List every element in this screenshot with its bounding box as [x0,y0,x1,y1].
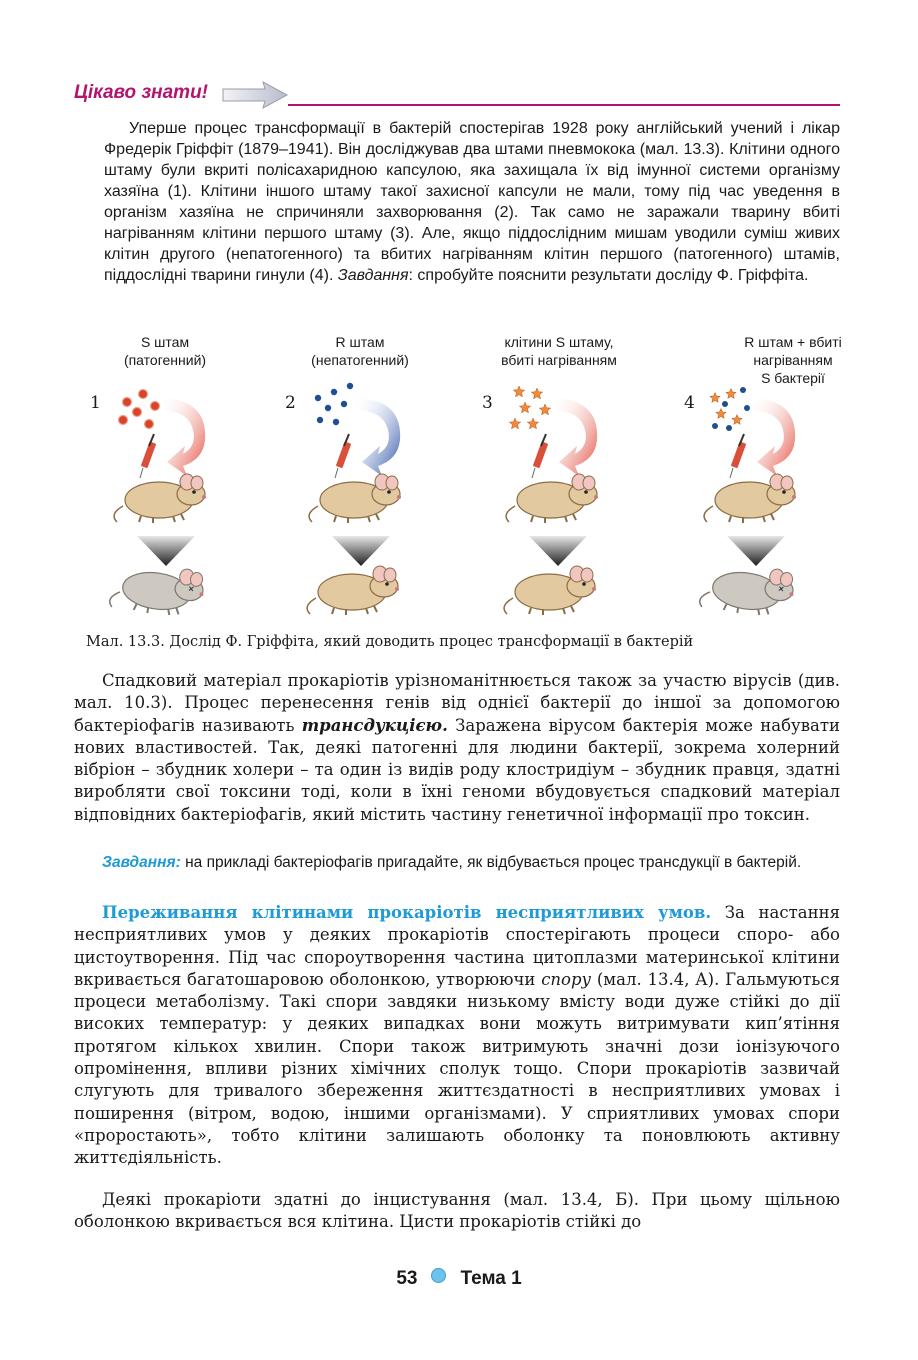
injection-arrow-icon [555,398,597,476]
experiment-label: R штам (непатогенний) [311,334,409,368]
syringe-icon [730,434,746,478]
experiment-illustration [497,380,657,620]
box-paragraph: Уперше процес трансформації в бактерій спостерігав 1928 року англійський учений і лікар Фредерік Гріффіт (1879–1941). Він досліджував два штами пневмокока (мал. 13.3). Клітини одного штаму були вкриті полісахаридною капсулою, яка захищала їх від імунної системи організму хазяїна (1). Клітини іншого штаму такої захисної капсули не мали, тому під час уведення в організм хазяїна не спричиняли захворювання (2). Так само не заражали тварину вбиті нагріванням клітини першого штаму (3). Але, якщо піддослідним мишам уводили суміш живих клітин другого (непатогенного) та вбитих нагріванням клітин першого (патогенного) штамів, піддослідні тварини гинули (4). Завдання: спробуйте пояснити результати досліду Ф. Гріффіта. [104,120,840,284]
arrow-icon [221,80,289,110]
injection-arrow-icon [163,398,205,476]
header-rule [288,104,840,106]
experiment-panel-2 [275,330,465,622]
experiment-label: R штам + вбиті нагріванням S бактерії [744,334,842,386]
bacteria-group [710,387,750,431]
experiment-panel-3 [472,330,662,622]
term-transduction: трансдукцією. [301,715,448,735]
bacteria-group [509,386,550,429]
experiment-number: 3 [482,393,493,413]
experiment-label: S штам (патогенний) [123,334,207,368]
down-arrow-icon [332,536,390,566]
syringe-icon [140,434,156,478]
box-header [74,78,840,112]
experiment-illustration [300,380,460,620]
term-spore: спору [541,969,592,989]
task-transduction: Завдання: на прикладі бактеріофагів пригадайте, як відбувається процес трансдукції в бактерій. [102,854,802,871]
page-footer [0,1268,918,1290]
experiment-number: 4 [684,393,695,413]
box-text [104,118,840,286]
syringe-icon [335,434,351,478]
griffith-figure [80,330,840,622]
topic-label: Тема 1 [460,1268,522,1289]
down-arrow-icon [727,536,785,566]
paragraph-spores: Переживання клітинами прокаріотів несприятливих умов. За настання несприятливих умов у деяких прокаріотів спостерігають процеси споро- або цистоутворення. Під час спороутворення частина цитоплазми материнської клітини вкривається багатошаровою оболонкою, утворюючи спору (мал. 13.4, А). Гальмуються процеси метаболізму. Такі спори завдяки низькому вмісту води дуже стійкі до дії високих температур: у деяких випадках вони можуть витримувати кип’ятіння протягом кількох хвилин. Спори також витримують значні дози іонізуючого опромінення, впливи різних хімічних сполук тощо. Спори прокаріотів зазвичай слугують для тривалого збереження життєздатності в несприятливих умовах і поширення (вітром, водою, іншими організмами). У сприятливих умовах спори «проростають», тобто клітини залишають оболонку та поновлюють активну життєдіяльність. [74,903,840,1168]
paragraph-transduction: Спадковий матеріал прокаріотів урізноманітнюється також за участю вірусів (див. мал. 10.3). Процес перенесення генів від однієї бактерії до іншої за допомогою бактеріофагів називають трансдукцією. Заражена вірусом бактерія може набувати нових властивостей. Так, деякі патогенні для людини бактерії, зокрема холерний вібріон – збудник холери – та один із видів роду клостридіум – збудник правця, здатні виробляти свої токсини тоді, коли в їхні геноми вбудовується спадковий матеріал відповідних бактеріофагів, який містить частину генетичної інформації про токсин. [74,671,840,824]
footer-dot-icon [431,1268,446,1283]
bacteria-group [119,390,160,429]
injection-arrow-icon [753,398,795,476]
box-title: Цікаво знати! [74,82,209,103]
task-label: Завдання: [102,854,181,871]
syringe-icon [532,434,548,478]
experiment-panel-1 [80,330,270,622]
task-label: Завдання [337,267,409,284]
figure-caption: Мал. 13.3. Дослід Ф. Гріффіта, який доводить процес трансформації в бактерій [86,634,694,650]
down-arrow-icon [529,536,587,566]
experiment-label: клітини S штаму, вбиті нагріванням [501,334,617,368]
injection-arrow-icon [358,398,400,476]
down-arrow-icon [137,536,195,566]
page-number: 53 [396,1268,418,1289]
experiment-illustration [105,380,265,620]
experiment-panel-4 [670,330,860,622]
paragraph-cysts: Деякі прокаріоти здатні до інцистування (мал. 13.4, Б). При цьому щільною оболонкою вкривається вся клітина. Цисти прокаріотів стійкі до [74,1190,840,1232]
experiment-illustration [695,380,855,620]
experiment-number: 1 [90,393,101,413]
experiment-number: 2 [285,393,296,413]
section-heading: Переживання клітинами прокаріотів несприятливих умов. [102,903,712,922]
bacteria-group [315,383,353,425]
